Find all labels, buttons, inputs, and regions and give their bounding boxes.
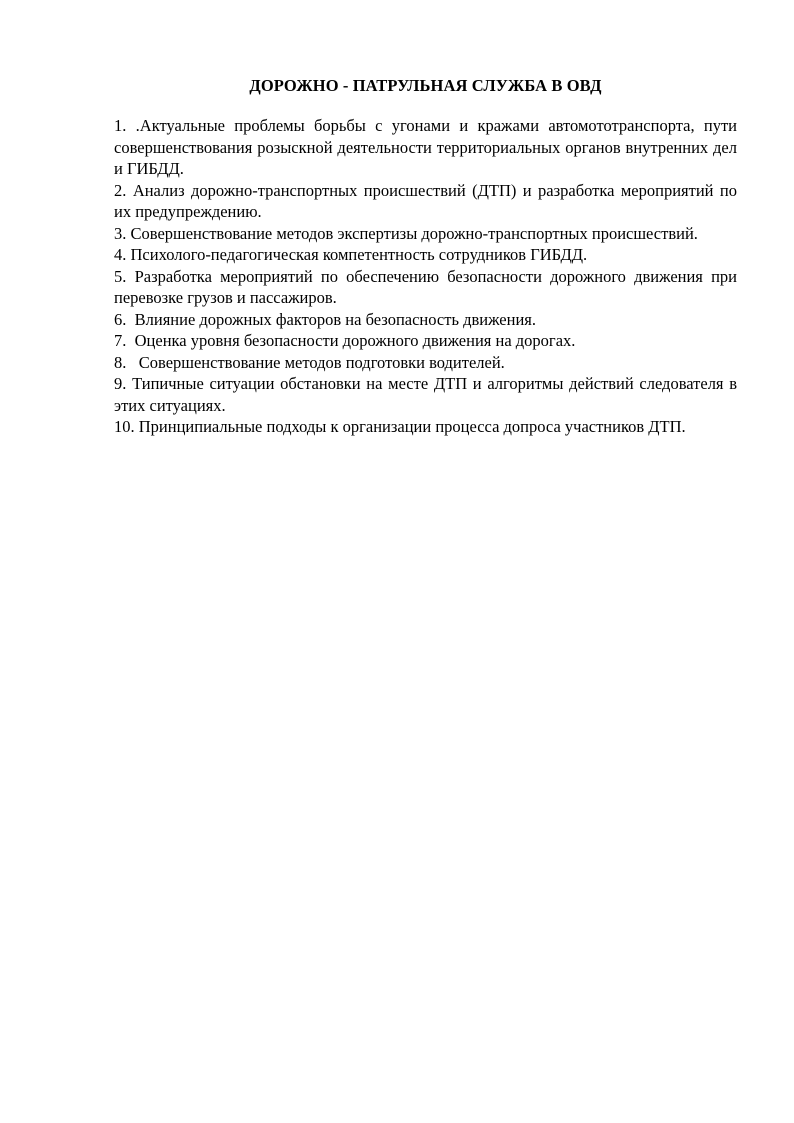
topic-item-3	[114, 223, 737, 245]
topic-number: 5.	[114, 266, 135, 286]
topic-text: Совершенствование методов экспертизы дорожно-транспортных происшествий.	[130, 223, 698, 243]
topic-text: Разработка мероприятий по обеспечению безопасности дорожного движения при перевозке грузов и пассажиров.	[114, 266, 737, 307]
topic-number: 9.	[114, 374, 133, 393]
topic-number: 8.	[114, 352, 139, 372]
topic-number: 2.	[114, 180, 133, 200]
topic-item-7	[114, 330, 737, 352]
topic-item-5	[114, 266, 737, 309]
topic-text: Психолого-педагогическая компетентность сотрудников ГИБДД.	[130, 245, 588, 264]
topic-number: 4.	[114, 245, 131, 264]
topic-list	[114, 115, 737, 438]
topic-text: .Актуальные проблемы борьбы с угонами и кражами автомототранспорта, пути совершенствования розыскной деятельности территориальных органов внутренних дел и ГИБДД.	[114, 116, 737, 178]
document-title: ДОРОЖНО - ПАТРУЛЬНАЯ СЛУЖБА В ОВД	[249, 76, 602, 95]
topic-item-6	[114, 309, 737, 331]
topic-item-4	[114, 244, 737, 266]
topic-number: 10.	[114, 417, 139, 436]
topic-item-8	[114, 352, 737, 374]
topic-text: Оценка уровня безопасности дорожного движения на дорогах.	[134, 331, 576, 350]
topic-item-10	[114, 416, 737, 438]
topic-number: 7.	[114, 331, 135, 350]
topic-item-2	[114, 180, 737, 223]
topic-number: 6.	[114, 309, 135, 329]
topic-number: 1.	[114, 116, 136, 135]
topic-item-9	[114, 373, 737, 416]
topic-item-1	[114, 115, 737, 180]
topic-text: Совершенствование методов подготовки водителей.	[138, 352, 505, 372]
topic-number: 3.	[114, 223, 131, 243]
topic-text: Анализ дорожно-транспортных происшествий (ДТП) и разработка мероприятий по их предупреждению.	[114, 180, 737, 221]
topic-text: Принципиальные подходы к организации процесса допроса участников ДТП.	[138, 417, 686, 436]
topic-text: Типичные ситуации обстановки на месте ДТП и алгоритмы действий следователя в этих ситуациях.	[114, 374, 738, 415]
topic-text: Влияние дорожных факторов на безопасность движения.	[134, 309, 536, 329]
